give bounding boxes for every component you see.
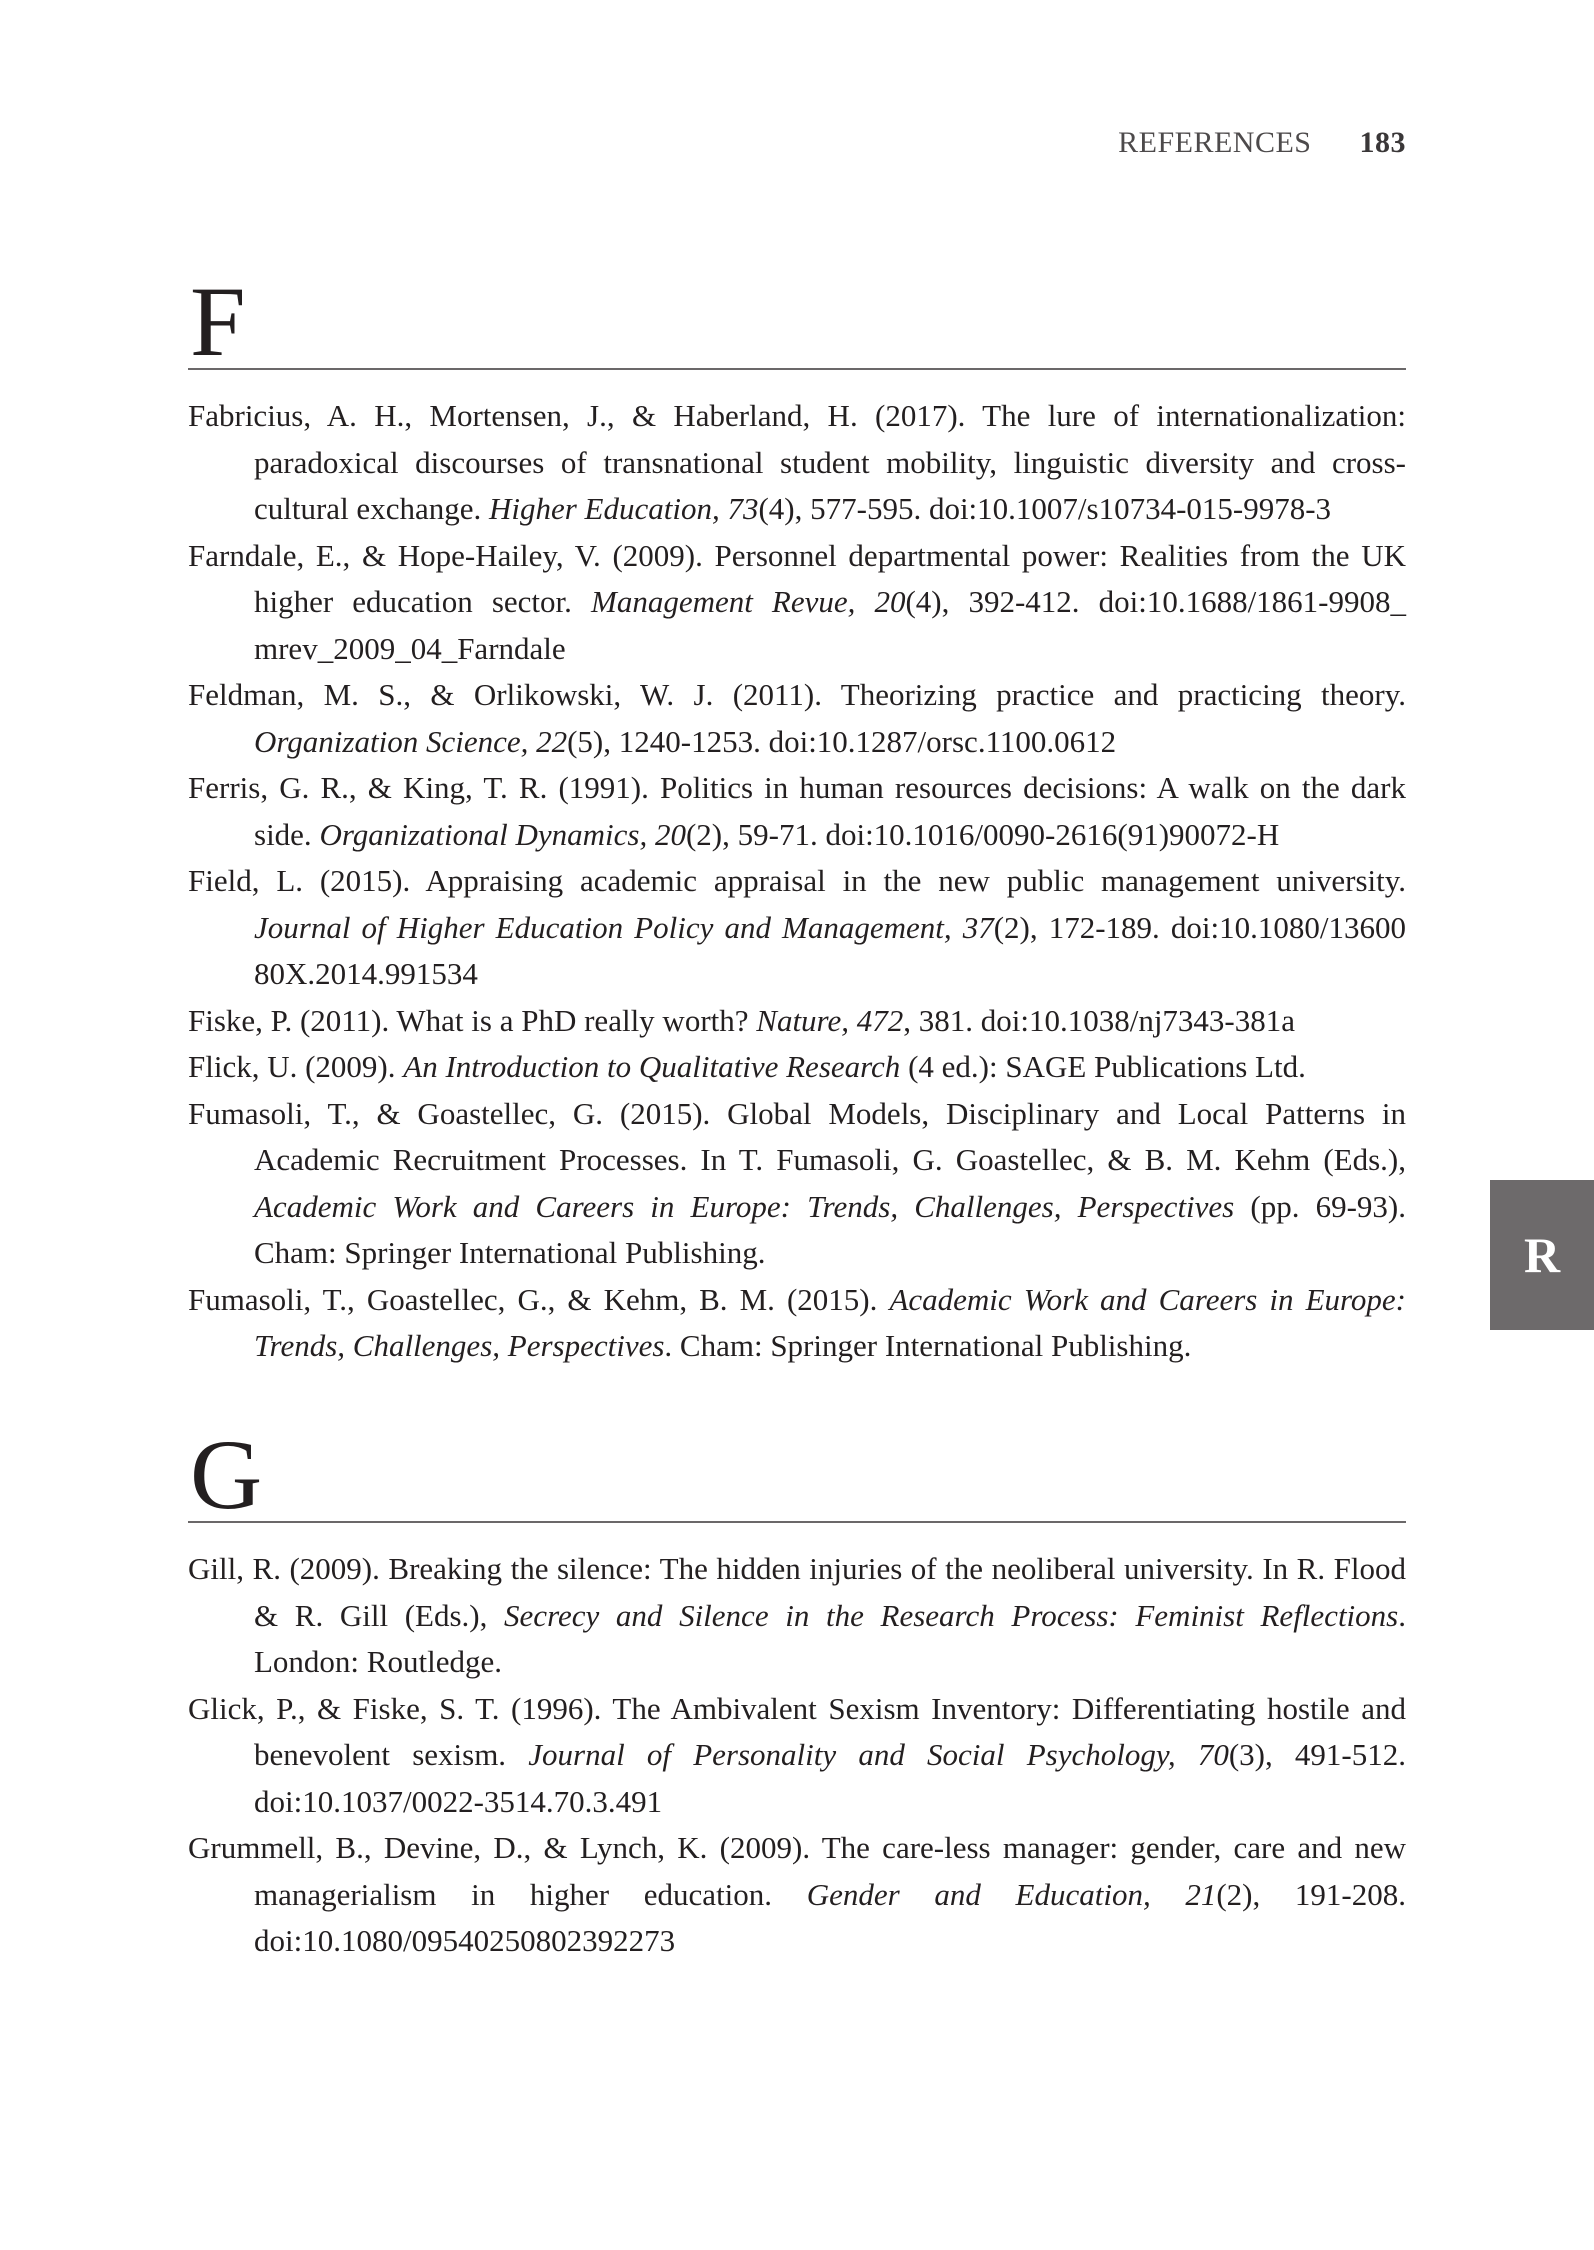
reference-title-italic: Nature, 472 — [756, 1002, 904, 1038]
reference-text: (4), 392-412. doi:10.1688/1861-9908_ mrev_2009_04_Farndale — [254, 584, 1407, 666]
reference-title-italic: Academic Work and Careers in Europe: Trends, Challenges, Perspectives — [254, 1281, 1407, 1363]
reference-title-italic: Secrecy and Silence in the Research Process: Feminist Reflections — [504, 1597, 1399, 1633]
reference-text: Fumasoli, T., Goastellec, G., & Kehm, B. M. (2015). — [188, 1281, 890, 1317]
reference-text: Gill, R. (2009). Breaking the silence: The hidden injuries of the neoliberal university. In R. Flood & R. Gill (Eds.), — [188, 1551, 1406, 1633]
reference-entry — [188, 765, 1406, 858]
reference-text: (5), 1240-1253. doi:10.1287/orsc.1100.0612 — [567, 723, 1117, 759]
reference-entry — [188, 1825, 1406, 1965]
running-head-title: REFERENCES — [1118, 126, 1312, 159]
reference-text: (pp. 69-93). Cham: Springer International Publishing. — [254, 1188, 1406, 1270]
reference-entry — [188, 998, 1406, 1045]
reference-text: (2), 172-189. doi:10.1080/13600 80X.2014.991534 — [254, 909, 1406, 991]
reference-text: Fiske, P. (2011). What is a PhD really worth? — [188, 1002, 757, 1038]
reference-entry — [188, 672, 1406, 765]
reference-title-italic: Academic Work and Careers in Europe: Trends, Challenges, Perspectives — [254, 1188, 1235, 1224]
reference-text: (2), 191-208. doi:10.1080/09540250802392273 — [254, 1876, 1406, 1958]
reference-text: Farndale, E., & Hope-Hailey, V. (2009). Personnel departmental power: Realities from the UK higher education sector. — [188, 537, 1406, 619]
section-divider — [188, 1521, 1406, 1523]
reference-title-italic: Management Revue, 20 — [591, 584, 906, 619]
section-letter: G — [190, 1419, 263, 1530]
reference-title-italic: Organizational Dynamics, 20 — [319, 816, 686, 852]
reference-text: , 381. doi:10.1038/nj7343-381a — [903, 1002, 1296, 1038]
reference-text: Grummell, B., Devine, D., & Lynch, K. (2009). The care-less manager: gender, care and new managerialism in higher education. — [188, 1830, 1406, 1912]
reference-text: Feldman, M. S., & Orlikowski, W. J. (2011). Theorizing practice and practicing theory. — [188, 677, 1406, 712]
reference-title-italic: Higher Education, 73 — [488, 491, 759, 526]
reference-text: (4 ed.): SAGE Publications Ltd. — [900, 1049, 1306, 1084]
reference-text: Glick, P., & Fiske, S. T. (1996). The Ambivalent Sexism Inventory: Differentiating hostile and benevolent sexism. — [188, 1690, 1406, 1772]
running-head — [1118, 126, 1406, 160]
reference-text: (4), 577-595. doi:10.1007/s10734-015-9978-3 — [758, 491, 1332, 526]
reference-text: Ferris, G. R., & King, T. R. (1991). Politics in human resources decisions: A walk on the dark side. — [188, 770, 1406, 852]
reference-text: (3), 491-512. doi:10.1037/0022-3514.70.3.491 — [254, 1737, 1406, 1819]
reference-text: Flick, U. (2009). — [188, 1049, 404, 1084]
reference-title-italic: Organization Science, 22 — [254, 723, 568, 759]
reference-text: Fabricius, A. H., Mortensen, J., & Haberland, H. (2017). The lure of internationalization: paradoxical discourses of transnational student mobility, linguistic diversity and cross-cultural exchange. — [188, 398, 1406, 526]
reference-entry — [188, 1044, 1406, 1091]
reference-entry — [188, 1546, 1406, 1686]
reference-entry — [188, 858, 1406, 998]
reference-text: . Cham: Springer International Publishing. — [664, 1328, 1192, 1363]
reference-text: (2), 59-71. doi:10.1016/0090-2616(91)90072-H — [685, 816, 1280, 852]
section-letter: F — [190, 266, 246, 377]
reference-text: Field, L. (2015). Appraising academic appraisal in the new public management university. — [188, 863, 1406, 898]
section-divider — [188, 368, 1406, 370]
reference-entry — [188, 533, 1406, 673]
reference-entry — [188, 393, 1406, 533]
reference-list — [188, 1546, 1406, 1965]
reference-text: Fumasoli, T., & Goastellec, G. (2015). Global Models, Disciplinary and Local Patterns in Academic Recruitment Processes. In T. Fumasoli, G. Goastellec, & B. M. Kehm (Eds.), — [188, 1095, 1406, 1177]
reference-title-italic: Journal of Higher Education Policy and Management, 37 — [254, 909, 994, 945]
thumb-index-letter: R — [1523, 1227, 1561, 1283]
reference-entry — [188, 1277, 1406, 1370]
reference-entry — [188, 1686, 1406, 1826]
reference-text: . London: Routledge. — [254, 1597, 1406, 1679]
reference-title-italic: Gender and Education, 21 — [806, 1876, 1217, 1912]
thumb-index-tab — [1490, 1180, 1594, 1330]
page-number: 183 — [1359, 126, 1406, 159]
section-f — [188, 266, 1407, 1370]
section-g — [188, 1419, 1406, 1965]
reference-title-italic: Journal of Personality and Social Psychology, 70 — [528, 1737, 1229, 1772]
reference-entry — [188, 1091, 1406, 1277]
reference-title-italic: An Introduction to Qualitative Research — [403, 1049, 901, 1084]
reference-list — [188, 393, 1406, 1370]
